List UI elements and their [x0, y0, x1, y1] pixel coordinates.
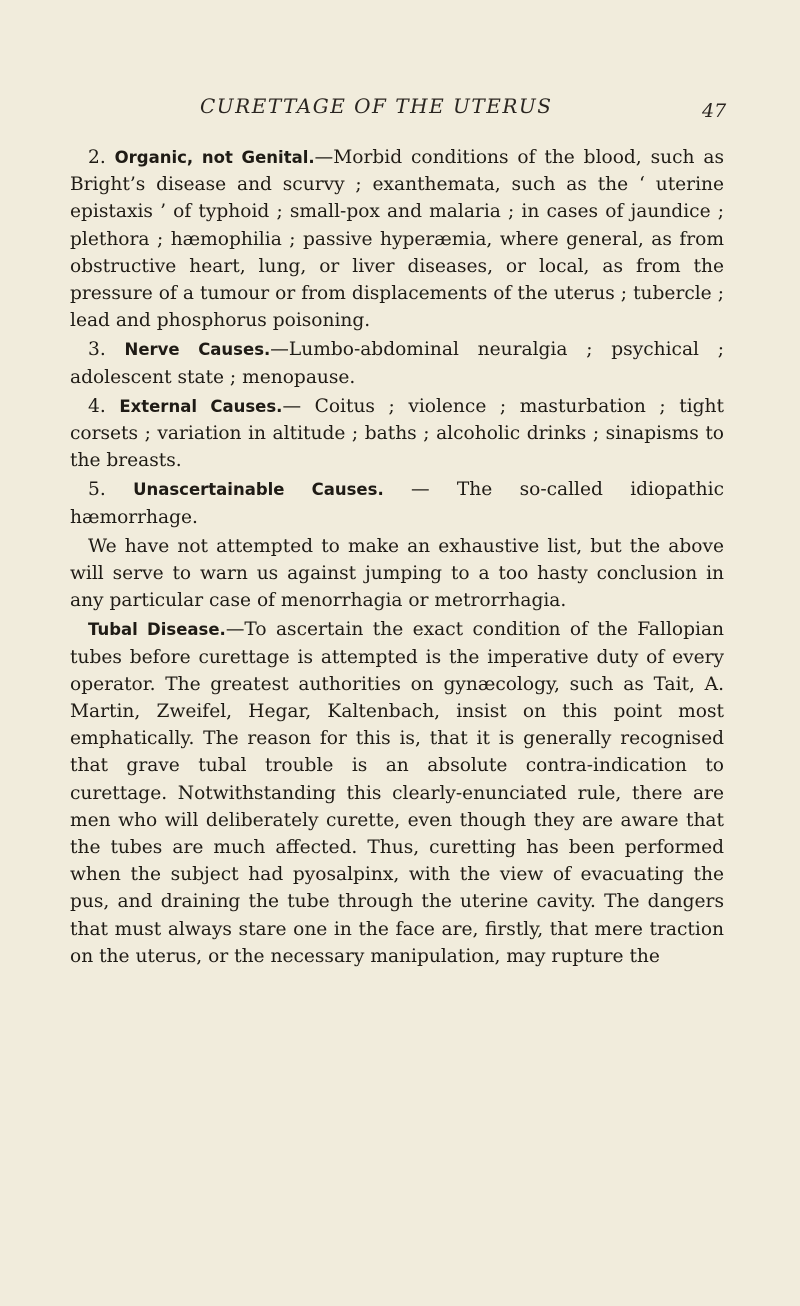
paragraph-unascertainable-causes — [70, 476, 724, 530]
paragraph-text: —To ascertain the exact condition of the Fallopian tubes before curettage is attempted is the imperative duty of every operator. The greatest authorities on gynæcology, such as Tait, A. Martin, Zweifel, Hegar, Kaltenbach, insist on this point most emphatically. The reason for this is, that it is generally recognised that grave tubal trouble is an absolute contra-indication to curettage. Notwithstanding this clearly-enunciated rule, there are men who will deliberately curette, even though they are aware that the tubes are much affected. Thus, curetting has been performed when the subject had pyosalpinx, with the view of evacuating the pus, and draining the tube through the uterine cavity. The dangers that must always stare one in the face are, firstly, that mere traction on the uterus, or the necessary manipulation, may rupture the — [70, 619, 724, 967]
paragraph-lead: Tubal Disease. — [88, 620, 226, 640]
paragraph-tubal-disease — [70, 616, 724, 970]
paragraph-text: —Lumbo-abdominal neuralgia ; psychical ; adolescent state ; menopause. — [70, 339, 725, 388]
paragraph-lead: External Causes. — [119, 396, 283, 416]
item-number: 4. — [88, 395, 106, 417]
paragraph-lead: Nerve Causes. — [124, 340, 271, 360]
paragraph-text: —Morbid conditions of the blood, such as Bright’s disease and scurvy ; exanthemata, such as the ‘ uterine epistaxis ’ of typhoid ; small-pox and malaria ; in cases of jaundice ; plethora ; hæmophilia ; passive hyperæmia, where general, as from obstructive heart, lung, or liver diseases, or local, as from the pressure of a tumour or from displacements of the uterus ; tubercle ; lead and phosphorus poisoning. — [70, 147, 724, 332]
paragraph-text: — Coitus ; violence ; masturbation ; tight corsets ; variation in altitude ; baths ; alcoholic drinks ; sinapisms to the breasts. — [70, 395, 724, 472]
page-body — [70, 144, 724, 972]
item-number: 3. — [88, 339, 106, 361]
paragraph-nerve-causes — [70, 336, 724, 390]
running-title: CURETTAGE OF THE UTERUS — [200, 94, 553, 118]
page-number: 47 — [702, 100, 727, 122]
paragraph-organic-causes — [70, 144, 724, 334]
paragraph-lead: Organic, not Genital. — [114, 148, 315, 167]
item-number: 2. — [88, 147, 106, 168]
paragraph-summary — [70, 533, 724, 615]
paragraph-text: We have not attempted to make an exhaustive list, but the above will serve to warn us against jumping to a too hasty conclusion in any particular case of menorrhagia or metrorrhagia. — [70, 535, 724, 612]
paragraph-text: — The so-called idiopathic hæmorrhage. — [70, 479, 724, 528]
paragraph-lead: Unascertainable Causes. — [133, 480, 384, 500]
item-number: 5. — [88, 479, 106, 501]
paragraph-external-causes — [70, 393, 724, 475]
